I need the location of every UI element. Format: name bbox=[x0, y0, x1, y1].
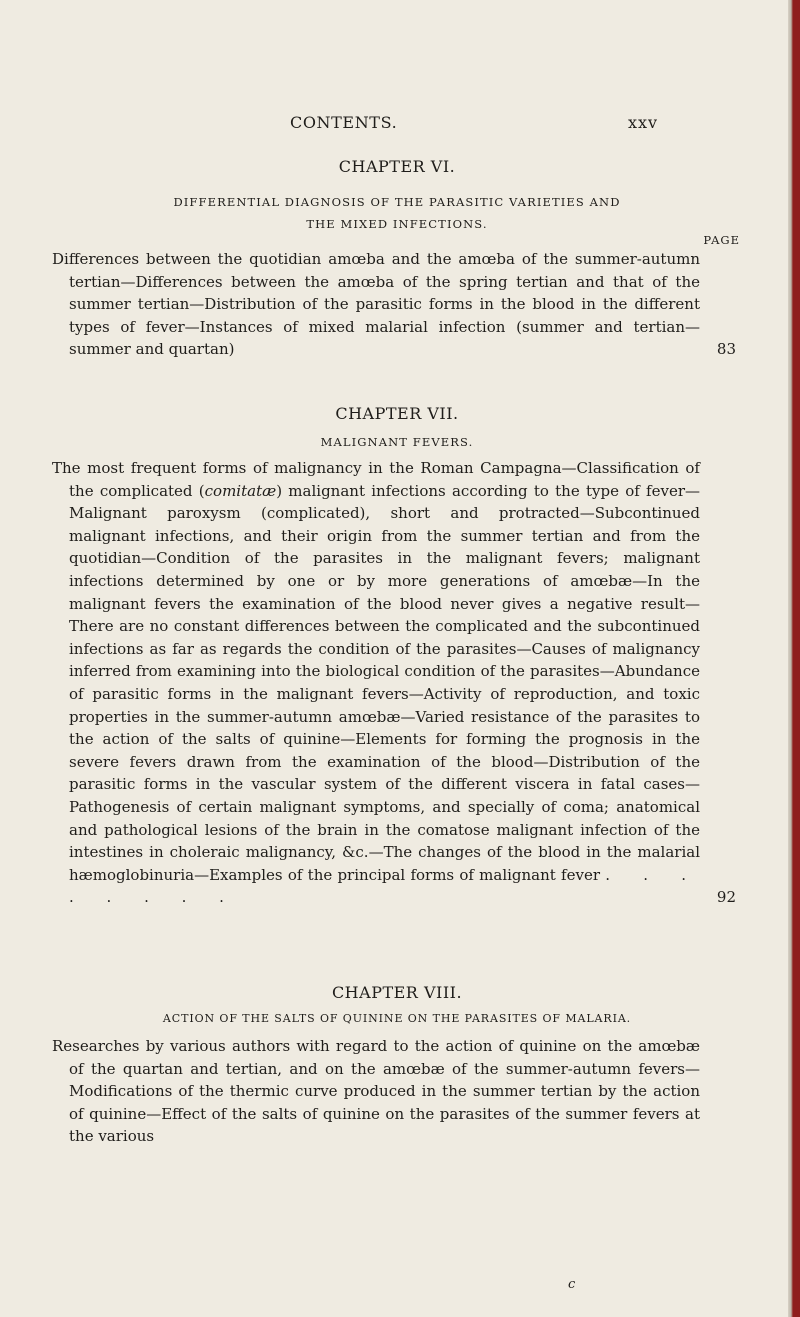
chapter-7 bbox=[52, 404, 742, 909]
chapter-summary-text bbox=[52, 457, 700, 909]
chapter-subtitle-line-1: ACTION OF THE SALTS OF QUININE ON THE PARASITES OF MALARIA. bbox=[162, 1012, 632, 1025]
dot-leaders: . . . . . . . . bbox=[69, 865, 700, 907]
chapter-page-number: 92 bbox=[716, 888, 736, 907]
chapter-page-number: 83 bbox=[716, 340, 736, 359]
chapter-6 bbox=[52, 157, 742, 361]
chapter-summary bbox=[52, 1035, 742, 1148]
chapter-heading: CHAPTER VI. bbox=[338, 157, 456, 176]
chapter-subtitle-line-1: DIFFERENTIAL DIAGNOSIS OF THE PARASITIC VARIETIES AND bbox=[173, 195, 621, 209]
summary-text-end: ) malignant infections according to the type of fever—Malignant paroxysm (complicated), short and protracted—Subcontinued malignant infections, and their origin from the summer tertian and from the quotidian—Condition of the parasites in the malignant fevers; malignant infections determined by one or by more generations of amœbæ—In the malignant fevers the examination of the blood never gives a negative result—There are no constant differences between the complicated and the subcontinued infections as far as regards the condition of the parasites—Causes of malignancy inferred from examining into the biological condition of the parasites—Abundance of parasitic forms in the malignant fevers—Activity of reproduction, and toxic properties in the summer-autumn amœbæ—Varied resistance of the parasites to the action of the salts of quinine—Elements for forming the prognosis in the severe fevers drawn from the examination of the blood—Distribution of the parasitic forms in the vascular system of the different viscera in fatal cases—Pathogenesis of certain malignant symptoms, and specially of coma; anatomical and pathological lesions of the brain in the comatose malignant infection of the intestines in choleraic malignancy, &c.—The changes of the blood in the malarial hæmoglobinuria—Examples of the principal forms of malignant fever bbox=[69, 481, 701, 884]
page-column-label: PAGE bbox=[703, 233, 740, 247]
running-head-title: CONTENTS. bbox=[290, 113, 398, 132]
chapter-subtitle-line-1: MALIGNANT FEVERS. bbox=[320, 435, 474, 449]
summary-italic-term: comitatæ bbox=[204, 481, 277, 500]
page-edge bbox=[788, 0, 800, 1317]
chapter-heading: CHAPTER VII. bbox=[335, 404, 459, 423]
chapter-summary-text: Researches by various authors with regard to the action of quinine on the amœbæ of the quartan and tertian, and on the amœbæ of the summer-autumn fevers—Modifications of the thermic curve produced in the summer tertian by the action of quinine—Effect of the salts of quinine on the parasites of the summer fevers at the various bbox=[52, 1037, 700, 1146]
chapter-summary-text: Differences between the quotidian amœba and the amœba of the summer-autumn tertian—Differences between the amœba of the spring tertian and that of the summer tertian—Distribution of the parasitic forms in the blood in the different types of fever—Instances of mixed malarial infection (summer and tertian—summer and quartan) bbox=[52, 250, 700, 359]
chapter-summary bbox=[52, 457, 742, 909]
chapter-heading: CHAPTER VIII. bbox=[331, 983, 463, 1002]
book-page bbox=[52, 0, 742, 1317]
running-head-page-number: xxv bbox=[628, 113, 659, 132]
chapter-subtitle-line-2: THE MIXED INFECTIONS. bbox=[306, 217, 488, 231]
catchword: c bbox=[568, 1277, 576, 1292]
chapter-summary bbox=[52, 248, 742, 361]
chapter-8 bbox=[52, 983, 742, 1148]
summary-text-start: The most frequent forms of malignancy in the Roman Campagna—Classification of the complicated ( bbox=[52, 459, 700, 500]
